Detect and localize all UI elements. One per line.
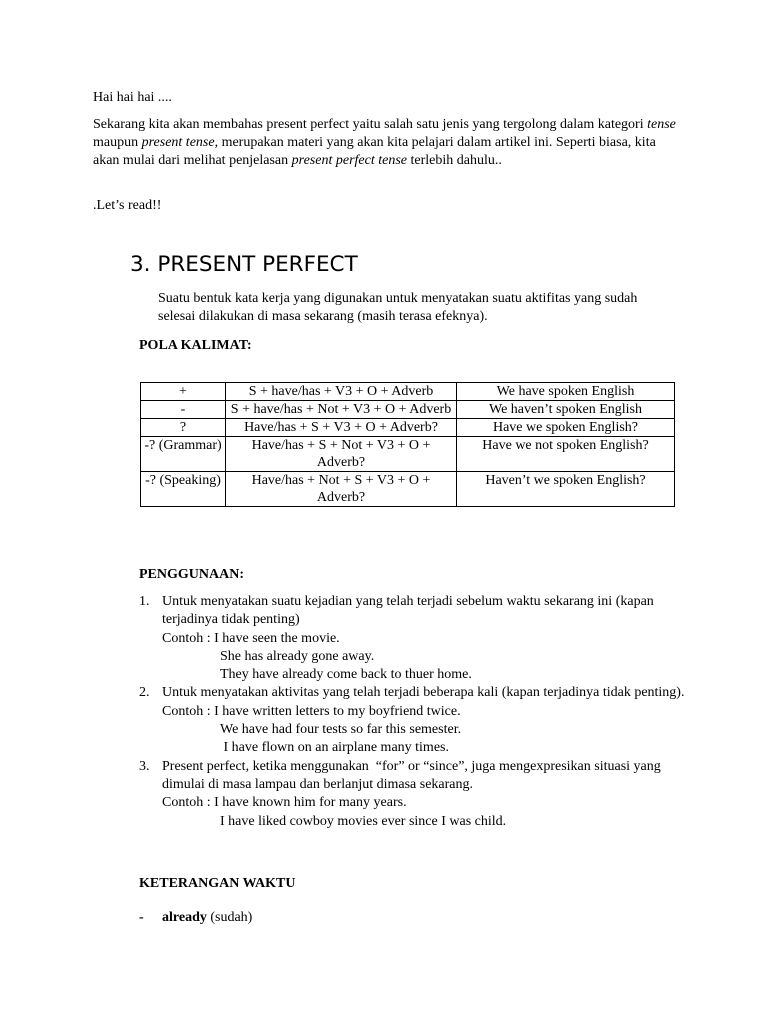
list-item — [139, 593, 699, 684]
section-heading: 3. PRESENT PERFECT — [130, 252, 358, 277]
table-cell-example: Haven’t we spoken English? — [457, 472, 675, 507]
table-cell-formula: Have/has + S + Not + V3 + O + Adverb? — [226, 437, 457, 472]
table-cell-example: Have we spoken English? — [457, 419, 675, 437]
intro-text: terlebih dahulu.. — [407, 153, 502, 168]
table-row — [141, 472, 675, 507]
list-number: 3. — [139, 758, 150, 774]
table-row — [141, 437, 675, 472]
intro-text: maupun — [93, 135, 142, 150]
greeting-line: Hai hai hai .... — [93, 90, 172, 105]
table-cell-example: We haven’t spoken English — [457, 401, 675, 419]
table-cell-formula: Have/has + S + V3 + O + Adverb? — [226, 419, 457, 437]
definition-paragraph: Suatu bentuk kata kerja yang digunakan untuk menyatakan suatu aktifitas yang sudah selesai dilakukan di masa sekarang (masih terasa efeknya). — [158, 291, 638, 324]
table-cell-formula: S + have/has + V3 + O + Adverb — [226, 383, 457, 401]
example-line: I have liked cowboy movies ever since I was child. — [220, 813, 507, 829]
lets-read-line: .Let’s read!! — [93, 198, 162, 213]
penggunaan-title: PENGGUNAAN: — [139, 567, 244, 582]
table-cell-example: We have spoken English — [457, 383, 675, 401]
example-first: Contoh : I have written letters to my boyfriend twice. — [162, 703, 461, 719]
example-first: Contoh : I have seen the movie. — [162, 630, 340, 646]
list-item — [139, 758, 699, 831]
bullet-item — [139, 909, 252, 927]
table-cell-type: - — [141, 401, 226, 419]
intro-paragraph — [93, 116, 683, 170]
intro-italic-present-tense: present tense — [141, 135, 215, 150]
example-line: We have had four tests so far this semester. — [220, 722, 462, 738]
bullet-term: already — [162, 910, 207, 925]
keterangan-waktu-title: KETERANGAN WAKTU — [139, 876, 296, 891]
table-cell-example: Have we not spoken English? — [457, 437, 675, 472]
table-row — [141, 383, 675, 401]
table-cell-type: -? (Grammar) — [141, 437, 226, 472]
bullet-meaning: (sudah) — [206, 910, 253, 925]
intro-italic-present-perfect-tense: present perfect tense — [291, 153, 407, 168]
usage-text: Untuk menyatakan aktivitas yang telah terjadi beberapa kali (kapan terjadinya tidak penting). — [162, 685, 685, 701]
example-line: They have already come back to thuer home. — [220, 667, 472, 683]
example-line: I have flown on an airplane many times. — [220, 740, 449, 756]
usage-text: Untuk menyatakan suatu kejadian yang telah terjadi sebelum waktu sekarang ini (kapan terjadinya tidak penting) — [162, 594, 654, 628]
example-line: She has already gone away. — [220, 648, 375, 664]
table-cell-type: -? (Speaking) — [141, 472, 226, 507]
table-cell-formula: S + have/has + Not + V3 + O + Adverb — [226, 401, 457, 419]
intro-text: , merupakan materi yang akan kita pelajari dalam artikel ini. Seperti biasa, kita akan mulai dari melihat penjelasan — [93, 135, 656, 168]
table-cell-type: ? — [141, 419, 226, 437]
intro-text: Sekarang kita akan membahas present perfect yaitu salah satu jenis yang tergolong dalam kategori — [93, 117, 648, 132]
table-row — [141, 419, 675, 437]
list-number: 2. — [139, 685, 150, 701]
list-item — [139, 684, 699, 757]
table-cell-formula: Have/has + Not + S + V3 + O + Adverb? — [226, 472, 457, 507]
sentence-pattern-table — [140, 382, 675, 507]
table-cell-type: + — [141, 383, 226, 401]
pola-kalimat-title: POLA KALIMAT: — [139, 338, 252, 353]
list-number: 1. — [139, 594, 150, 609]
example-first: Contoh : I have known him for many years. — [162, 795, 407, 811]
table-row — [141, 401, 675, 419]
usage-text: Present perfect, ketika menggunakan “for” or “since”, juga mengexpresikan situasi yang dimulai di masa lampau dan berlanjut dimasa sekarang. — [162, 758, 665, 792]
usage-list — [139, 593, 699, 831]
bullet-dash: - — [139, 910, 144, 925]
intro-italic-tense: tense — [647, 117, 676, 132]
